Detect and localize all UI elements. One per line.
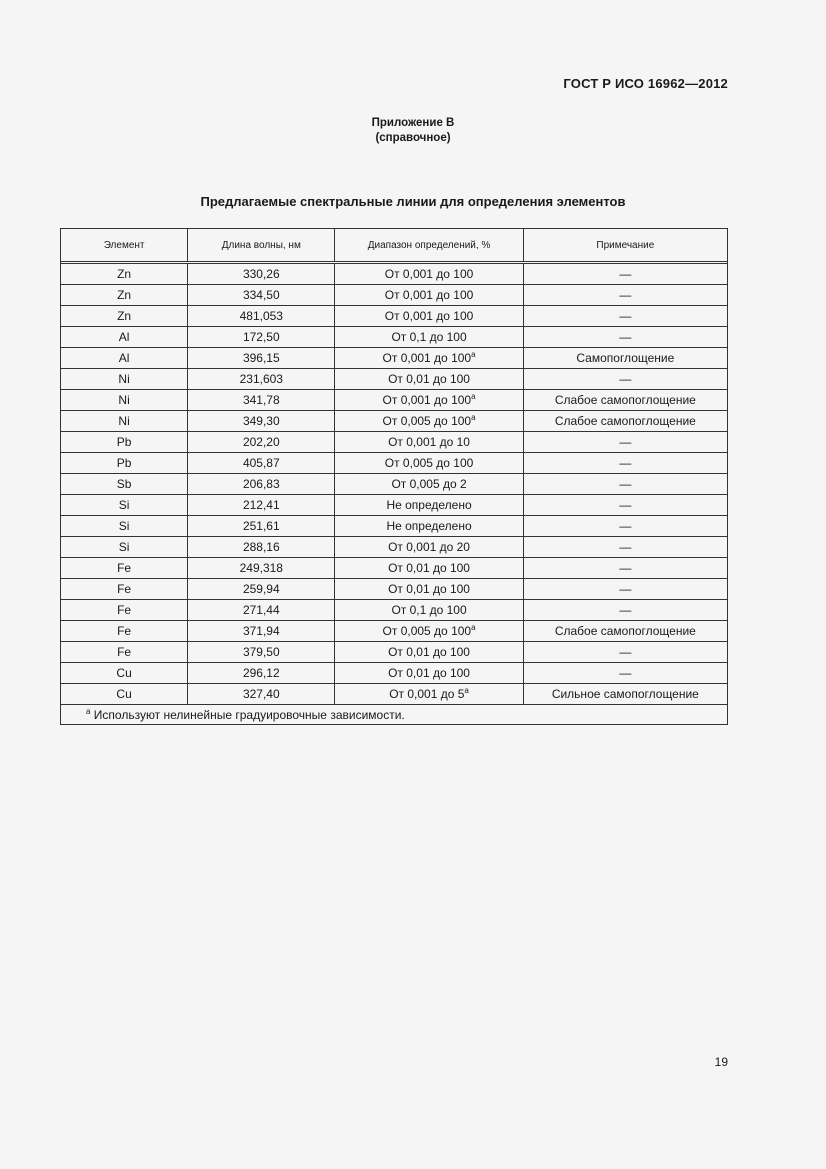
table-row [61,432,728,453]
cell-wavelength: 334,50 [188,285,335,306]
cell-note: — [523,663,727,684]
cell-note: — [523,537,727,558]
table-header-row [61,229,728,262]
cell-wavelength: 231,603 [188,369,335,390]
footnote [61,705,728,725]
cell-note: — [523,264,727,285]
cell-element: Fe [61,600,188,621]
appendix-title: Приложение В [371,117,455,129]
cell-wavelength: 405,87 [188,453,335,474]
cell-element: Cu [61,663,188,684]
cell-wavelength: 481,053 [188,306,335,327]
cell-wavelength: 172,50 [188,327,335,348]
cell-wavelength: 259,94 [188,579,335,600]
range-value: От 0,005 до 100 [382,414,472,428]
range-value: От 0,001 до 100 [384,288,474,302]
appendix-subtitle: (справочное) [375,132,451,144]
cell-range [335,390,523,411]
cell-element: Cu [61,684,188,705]
table-row [61,327,728,348]
range-value: От 0,005 до 100 [384,456,474,470]
footnote-row [61,705,728,725]
cell-element: Ni [61,369,188,390]
cell-note: Слабое самопоглощение [523,621,727,642]
cell-wavelength: 288,16 [188,537,335,558]
range-value: От 0,001 до 10 [388,435,470,449]
appendix-heading [0,116,826,146]
cell-element: Fe [61,558,188,579]
cell-element: Fe [61,642,188,663]
table-title: Предлагаемые спектральные линии для определения элементов [200,194,626,209]
cell-note: — [523,495,727,516]
cell-wavelength: 202,20 [188,432,335,453]
cell-note: — [523,285,727,306]
cell-element: Fe [61,621,188,642]
range-footnote-mark: a [464,686,469,695]
cell-element: Si [61,495,188,516]
range-value: От 0,001 до 5 [389,687,465,701]
table-row [61,474,728,495]
table-row [61,600,728,621]
cell-element: Al [61,348,188,369]
footnote-text: Используют нелинейные градуировочные зависимости. [90,707,405,722]
cell-note: — [523,453,727,474]
cell-note: — [523,558,727,579]
spectral-lines-table [60,228,728,725]
cell-element: Pb [61,453,188,474]
table-row [61,285,728,306]
range-value: От 0,01 до 100 [388,372,470,386]
range-value: От 0,005 до 2 [391,477,467,491]
table-row [61,579,728,600]
table-row [61,348,728,369]
range-value: Не определено [386,519,472,533]
cell-wavelength: 296,12 [188,663,335,684]
cell-range [335,348,523,369]
cell-wavelength: 249,318 [188,558,335,579]
range-footnote-mark: a [471,623,476,632]
cell-range [335,327,523,348]
cell-range [335,474,523,495]
standard-id: ГОСТ Р ИСО 16962—2012 [563,76,728,91]
cell-note: Сильное самопоглощение [523,684,727,705]
range-value: От 0,01 до 100 [388,666,470,680]
range-value: Не определено [386,498,472,512]
table-row [61,411,728,432]
cell-range [335,684,523,705]
cell-element: Zn [61,264,188,285]
range-value: От 0,001 до 100 [382,351,472,365]
column-header-wavelength: Длина волны, нм [188,229,335,262]
cell-note: — [523,432,727,453]
footnote-mark: a [86,706,91,716]
range-value: От 0,01 до 100 [388,645,470,659]
range-value: От 0,01 до 100 [388,582,470,596]
range-footnote-mark: a [471,392,476,401]
cell-wavelength: 341,78 [188,390,335,411]
column-header-range: Диапазон определений, % [335,229,523,262]
cell-range [335,285,523,306]
cell-range [335,579,523,600]
cell-wavelength: 271,44 [188,600,335,621]
range-value: От 0,005 до 100 [382,624,472,638]
table-row [61,516,728,537]
cell-element: Zn [61,306,188,327]
cell-wavelength: 327,40 [188,684,335,705]
cell-range [335,558,523,579]
cell-note: — [523,474,727,495]
cell-note: — [523,369,727,390]
table-row [61,537,728,558]
cell-range [335,495,523,516]
table-row [61,663,728,684]
cell-wavelength: 349,30 [188,411,335,432]
range-value: От 0,001 до 100 [382,393,472,407]
cell-note: — [523,579,727,600]
page-number: 19 [714,1055,728,1069]
cell-element: Al [61,327,188,348]
cell-note: Слабое самопоглощение [523,390,727,411]
table-row [61,369,728,390]
cell-note: Самопоглощение [523,348,727,369]
cell-range [335,264,523,285]
cell-note: — [523,516,727,537]
cell-wavelength: 206,83 [188,474,335,495]
cell-note: — [523,327,727,348]
table-row [61,453,728,474]
cell-range [335,600,523,621]
cell-range [335,369,523,390]
column-header-note: Примечание [523,229,727,262]
table-row [61,390,728,411]
table-row [61,264,728,285]
cell-element: Pb [61,432,188,453]
cell-note: — [523,642,727,663]
range-value: От 0,001 до 100 [384,267,474,281]
table-row [61,684,728,705]
cell-wavelength: 379,50 [188,642,335,663]
cell-range [335,516,523,537]
cell-wavelength: 330,26 [188,264,335,285]
table-row [61,558,728,579]
cell-range [335,663,523,684]
cell-wavelength: 212,41 [188,495,335,516]
cell-note: Слабое самопоглощение [523,411,727,432]
cell-wavelength: 371,94 [188,621,335,642]
cell-element: Ni [61,411,188,432]
cell-range [335,642,523,663]
range-value: От 0,1 до 100 [391,330,467,344]
range-footnote-mark: a [471,413,476,422]
cell-wavelength: 251,61 [188,516,335,537]
cell-element: Si [61,537,188,558]
cell-element: Sb [61,474,188,495]
range-value: От 0,01 до 100 [388,561,470,575]
cell-element: Si [61,516,188,537]
cell-element: Fe [61,579,188,600]
cell-range [335,306,523,327]
column-header-element: Элемент [61,229,188,262]
table-body [61,262,728,705]
range-value: От 0,1 до 100 [391,603,467,617]
range-value: От 0,001 до 100 [384,309,474,323]
cell-range [335,411,523,432]
table-row [61,495,728,516]
table-row [61,306,728,327]
cell-note: — [523,306,727,327]
cell-element: Zn [61,285,188,306]
range-footnote-mark: a [471,350,476,359]
cell-range [335,621,523,642]
cell-range [335,453,523,474]
cell-element: Ni [61,390,188,411]
table-row [61,642,728,663]
cell-wavelength: 396,15 [188,348,335,369]
cell-note: — [523,600,727,621]
range-value: От 0,001 до 20 [388,540,470,554]
cell-range [335,537,523,558]
table-row [61,621,728,642]
cell-range [335,432,523,453]
